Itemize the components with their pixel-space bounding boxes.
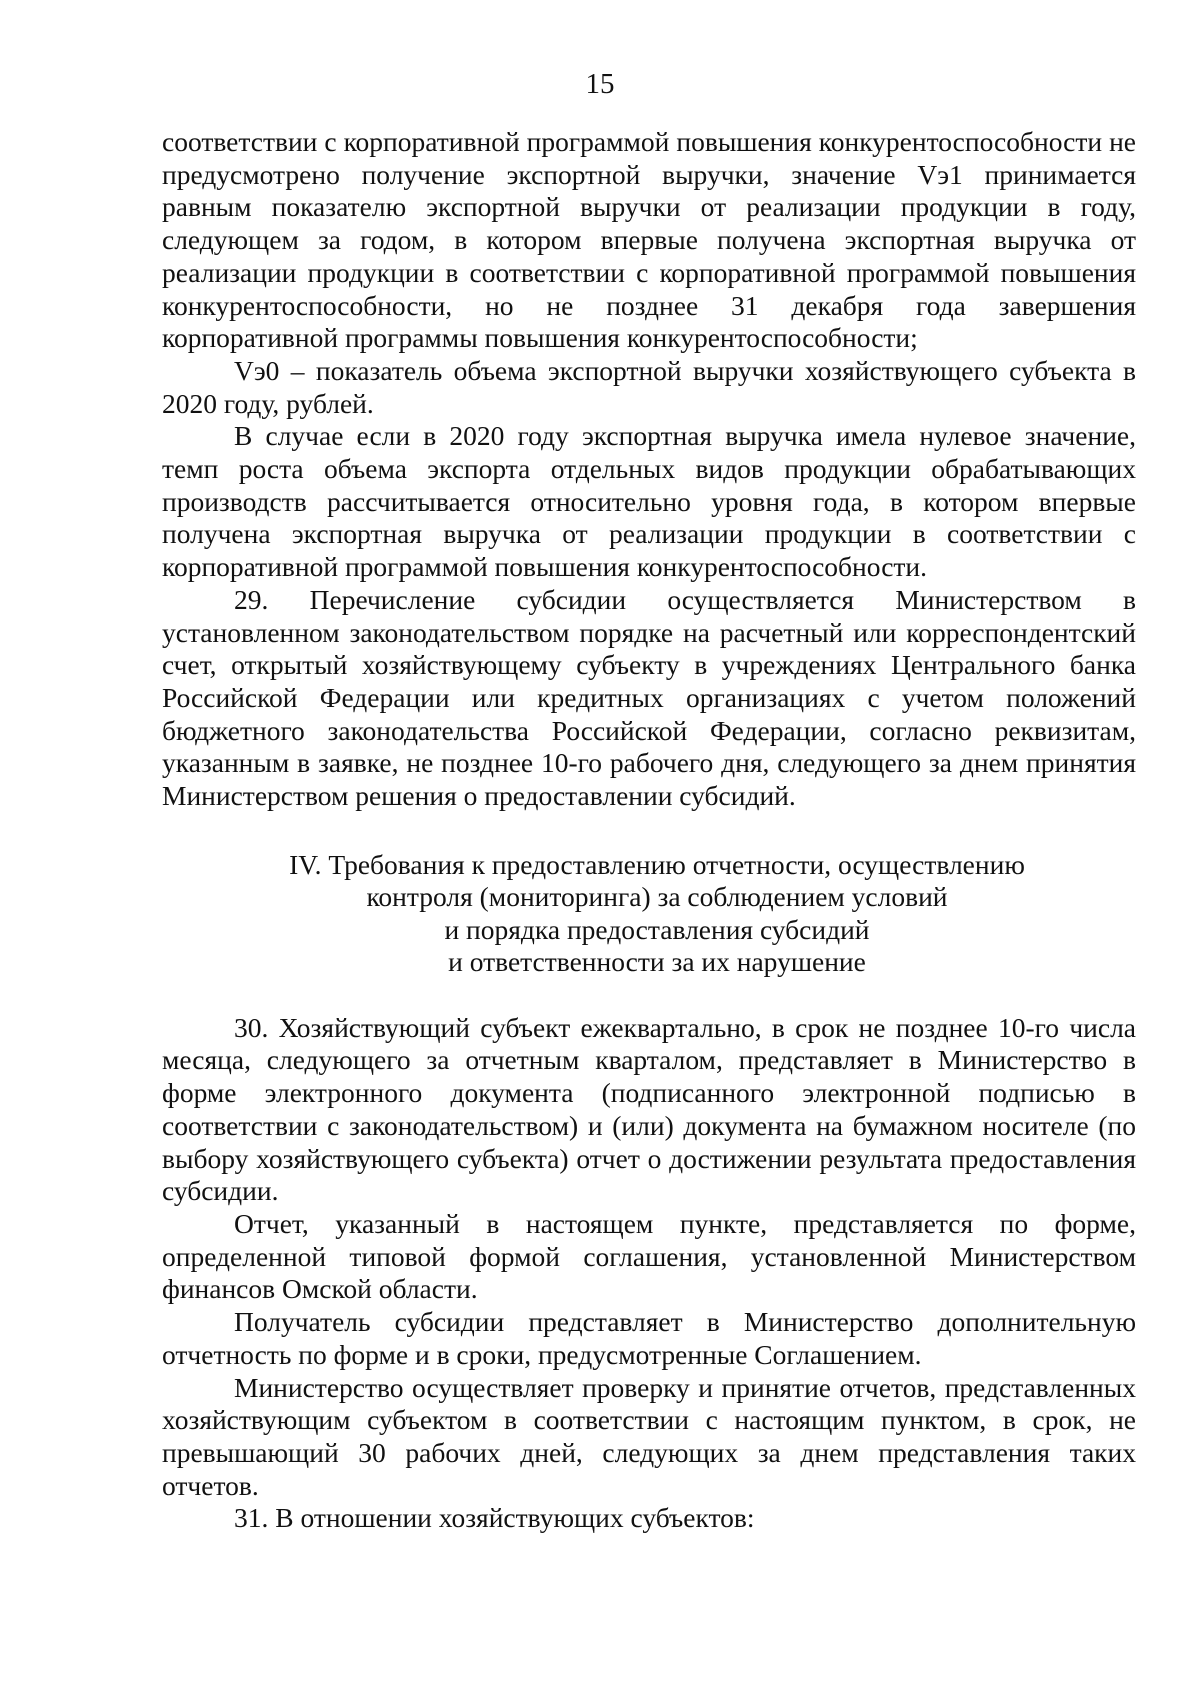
section-heading-line: IV. Требования к предоставлению отчетности, осуществлению xyxy=(289,848,1025,880)
paragraph-clause-31: 31. В отношении хозяйствующих субъектов: xyxy=(234,1502,755,1534)
paragraph-zero-revenue-case: В случае если в 2020 году экспортная выручка имела нулевое значение, темп роста объема экспорта отдельных видов продукции обрабатывающих производств рассчитывается относительно уровня года, в котором впервые получена экспортная выручка от реализации продукции в соответствии с корпоративной программой повышения конкурентоспособности. xyxy=(162,420,1136,583)
paragraph-report-verification: Министерство осуществляет проверку и принятие отчетов, представленных хозяйствующим субъектом в соответствии с настоящим пунктом, в срок, не превышающий 30 рабочих дней, следующих за днем представления таких отчетов. xyxy=(162,1371,1136,1501)
paragraph-additional-reporting: Получатель субсидии представляет в Министерство дополнительную отчетность по форме и в сроки, предусмотренные Соглашением. xyxy=(162,1306,1136,1370)
document-body xyxy=(162,126,1136,1535)
page-number: 15 xyxy=(585,68,615,100)
paragraph-continuation: соответствии с корпоративной программой повышения конкурентоспособности не предусмотрено получение экспортной выручки, значение Vэ1 принимается равным показателю экспортной выручки от реализации продукции в году, следующем за годом, в котором впервые получена экспортная выручка от реализации продукции в соответствии с корпоративной программой повышения конкурентоспособности, но не позднее 31 декабря года завершения корпоративной программы повышения конкурентоспособности; xyxy=(162,126,1136,354)
section-heading-line: и порядка предоставления субсидий xyxy=(444,913,870,945)
paragraph-clause-30: 30. Хозяйствующий субъект ежеквартально, в срок не позднее 10-го числа месяца, следующего за отчетным кварталом, представляет в Министерство в форме электронного документа (подписанного электронной подписью в соответствии с законодательством) и (или) документа на бумажном носителе (по выбору хозяйствующего субъекта) отчет о достижении результата предоставления субсидии. xyxy=(162,1011,1136,1207)
section-heading-line: и ответственности за их нарушение xyxy=(448,946,866,978)
paragraph-ve0-definition: Vэ0 – показатель объема экспортной выручки хозяйствующего субъекта в 2020 году, рублей. xyxy=(162,354,1136,419)
section-heading xyxy=(162,849,1136,979)
section-heading-line: контроля (мониторинга) за соблюдением условий xyxy=(366,881,948,913)
paragraph-clause-29: 29. Перечисление субсидии осуществляется Министерством в установленном законодательством порядке на расчетный или корреспондентский счет, открытый хозяйствующему субъекту в учреждениях Центрального банка Российской Федерации или кредитных организациях с учетом положений бюджетного законодательства Российской Федерации, согласно реквизитам, указанным в заявке, не позднее 10-го рабочего дня, следующего за днем принятия Министерством решения о предоставлении субсидий. xyxy=(162,583,1136,812)
paragraph-report-form: Отчет, указанный в настоящем пункте, представляется по форме, определенной типовой формой соглашения, установленной Министерством финансов Омской области. xyxy=(162,1207,1136,1305)
